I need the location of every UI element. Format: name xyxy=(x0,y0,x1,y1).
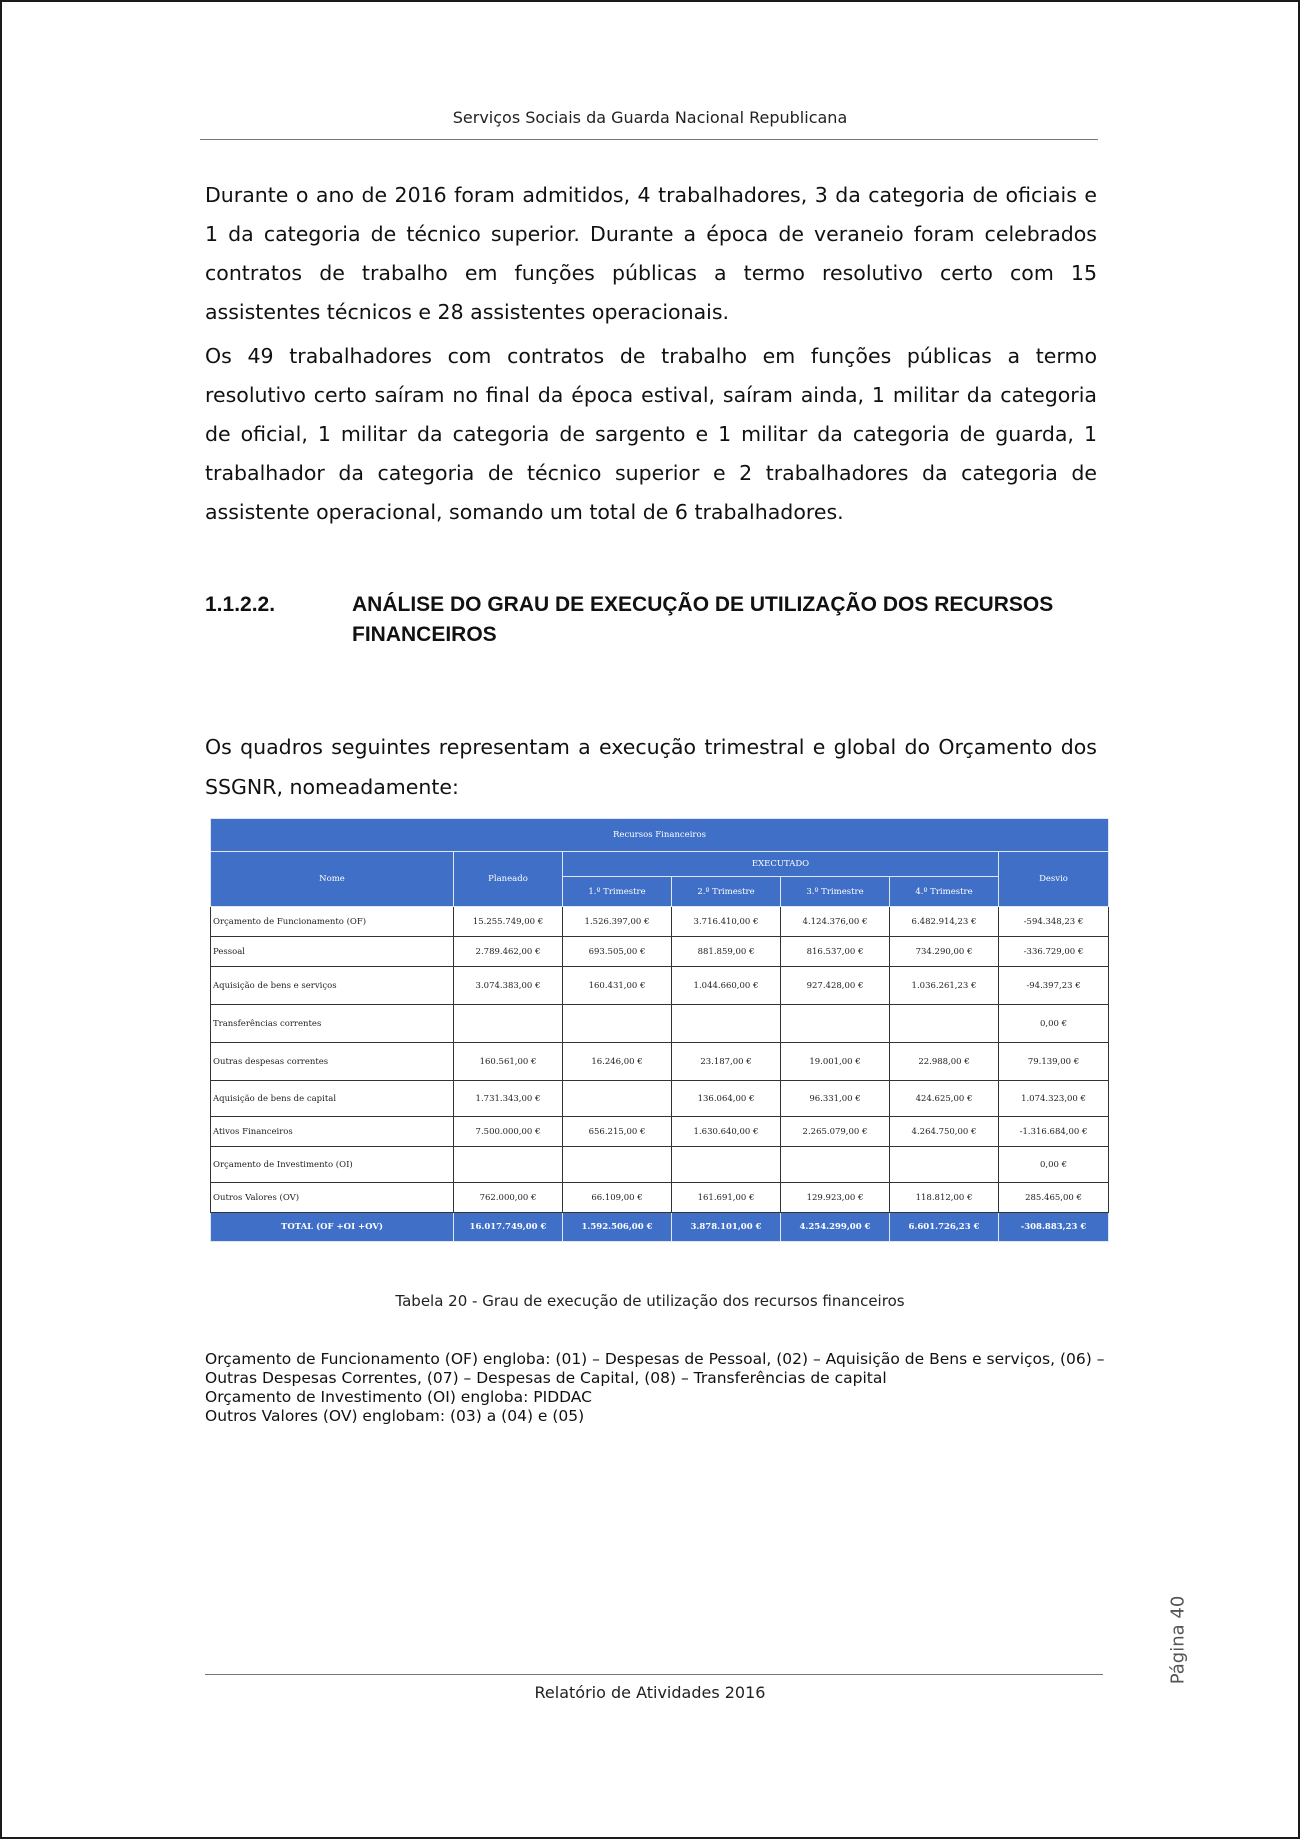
section-heading xyxy=(205,590,1085,650)
row-planeado: 3.074.383,00 € xyxy=(454,967,563,1005)
row-desvio: -1.316.684,00 € xyxy=(999,1117,1109,1147)
paragraph-departures: Os 49 trabalhadores com contratos de trabalho em funções públicas a termo resolutivo certo saíram no final da época estival, saíram ainda, 1 militar da categoria de oficial, 1 militar da categoria de sargento e 1 militar da categoria de guarda, 1 trabalhador da categoria de técnico superior e 2 trabalhadores da categoria de assistente operacional, somando um total de 6 trabalhadores. xyxy=(205,344,1097,524)
row-name: Outros Valores (OV) xyxy=(211,1183,454,1213)
total-planeado: 16.017.749,00 € xyxy=(454,1213,563,1242)
intro-paragraph: Os quadros seguintes representam a execução trimestral e global do Orçamento dos SSGNR, nomeadamente: xyxy=(205,735,1097,799)
note-line: Outras Despesas Correntes, (07) – Despesas de Capital, (08) – Transferências de capital xyxy=(205,1369,887,1387)
row-planeado: 160.561,00 € xyxy=(454,1043,563,1081)
row-t4 xyxy=(890,1147,999,1183)
row-t4: 1.036.261,23 € xyxy=(890,967,999,1005)
row-desvio: 0,00 € xyxy=(999,1147,1109,1183)
row-t1 xyxy=(563,1147,672,1183)
row-desvio: 1.074.323,00 € xyxy=(999,1081,1109,1117)
row-desvio: -94.397,23 € xyxy=(999,967,1109,1005)
header-executado: EXECUTADO xyxy=(563,852,999,877)
row-name: Transferências correntes xyxy=(211,1005,454,1043)
row-desvio: -336.729,00 € xyxy=(999,937,1109,967)
table-row xyxy=(211,907,1109,937)
table-title: Recursos Financeiros xyxy=(211,819,1109,852)
row-t1 xyxy=(563,1005,672,1043)
row-t2: 3.716.410,00 € xyxy=(672,907,781,937)
row-t2: 1.044.660,00 € xyxy=(672,967,781,1005)
page-number-label: Página 40 xyxy=(1167,1595,1189,1685)
row-name: Orçamento de Funcionamento (OF) xyxy=(211,907,454,937)
row-t3: 927.428,00 € xyxy=(781,967,890,1005)
row-t1: 656.215,00 € xyxy=(563,1117,672,1147)
financial-resources-table xyxy=(210,818,1109,1242)
row-t1 xyxy=(563,1081,672,1117)
row-t2: 136.064,00 € xyxy=(672,1081,781,1117)
row-name: Pessoal xyxy=(211,937,454,967)
row-planeado: 15.255.749,00 € xyxy=(454,907,563,937)
financial-table-container xyxy=(210,818,1108,1242)
header-nome: Nome xyxy=(211,852,454,907)
row-t2: 161.691,00 € xyxy=(672,1183,781,1213)
page-number-side xyxy=(1158,1580,1198,1700)
total-name: TOTAL (OF +OI +OV) xyxy=(211,1213,454,1242)
table-total-row xyxy=(211,1213,1109,1242)
header-desvio: Desvio xyxy=(999,852,1109,907)
row-name: Ativos Financeiros xyxy=(211,1117,454,1147)
row-t3: 816.537,00 € xyxy=(781,937,890,967)
row-t3: 2.265.079,00 € xyxy=(781,1117,890,1147)
row-t3 xyxy=(781,1005,890,1043)
table-row xyxy=(211,967,1109,1005)
row-t3: 19.001,00 € xyxy=(781,1043,890,1081)
row-t3: 4.124.376,00 € xyxy=(781,907,890,937)
row-desvio: -594.348,23 € xyxy=(999,907,1109,937)
row-name: Outras despesas correntes xyxy=(211,1043,454,1081)
row-t2: 881.859,00 € xyxy=(672,937,781,967)
total-t4: 6.601.726,23 € xyxy=(890,1213,999,1242)
row-desvio: 285.465,00 € xyxy=(999,1183,1109,1213)
header-t1: 1.º Trimestre xyxy=(563,877,672,907)
table-caption: Tabela 20 - Grau de execução de utilização dos recursos financeiros xyxy=(395,1292,905,1310)
table-row xyxy=(211,1147,1109,1183)
table-row xyxy=(211,1005,1109,1043)
table-row xyxy=(211,1183,1109,1213)
paragraph-admissions: Durante o ano de 2016 foram admitidos, 4 trabalhadores, 3 da categoria de oficiais e 1 da categoria de técnico superior. Durante a época de veraneio foram celebrados contratos de trabalho em funções públicas a termo resolutivo certo com 15 assistentes técnicos e 28 assistentes operacionais. xyxy=(205,183,1097,324)
total-desvio: -308.883,23 € xyxy=(999,1213,1109,1242)
row-planeado: 7.500.000,00 € xyxy=(454,1117,563,1147)
row-t1: 16.246,00 € xyxy=(563,1043,672,1081)
header-t4: 4.º Trimestre xyxy=(890,877,999,907)
row-t3 xyxy=(781,1147,890,1183)
section-title-line2: FINANCEIROS xyxy=(352,623,497,646)
page-header: Serviços Sociais da Guarda Nacional Republicana xyxy=(452,108,848,127)
row-t4: 424.625,00 € xyxy=(890,1081,999,1117)
header-t2: 2.º Trimestre xyxy=(672,877,781,907)
row-t4 xyxy=(890,1005,999,1043)
row-t4: 734.290,00 € xyxy=(890,937,999,967)
row-name: Orçamento de Investimento (OI) xyxy=(211,1147,454,1183)
table-notes xyxy=(205,1350,1105,1426)
section-title-line1: ANÁLISE DO GRAU DE EXECUÇÃO DE UTILIZAÇÃO DOS RECURSOS xyxy=(352,593,1054,616)
row-t1: 693.505,00 € xyxy=(563,937,672,967)
header-divider xyxy=(200,139,1098,140)
row-t2: 23.187,00 € xyxy=(672,1043,781,1081)
table-row xyxy=(211,1081,1109,1117)
note-line: Outros Valores (OV) englobam: (03) a (04) e (05) xyxy=(205,1407,585,1425)
row-t2 xyxy=(672,1005,781,1043)
row-t1: 1.526.397,00 € xyxy=(563,907,672,937)
row-t2 xyxy=(672,1147,781,1183)
row-desvio: 79.139,00 € xyxy=(999,1043,1109,1081)
page-footer: Relatório de Atividades 2016 xyxy=(534,1683,766,1702)
note-line: Orçamento de Funcionamento (OF) engloba: (01) – Despesas de Pessoal, (02) – Aquisição de Bens e serviços, (06) – xyxy=(205,1350,1105,1368)
total-t1: 1.592.506,00 € xyxy=(563,1213,672,1242)
section-number: 1.1.2.2. xyxy=(205,593,276,616)
header-t3: 3.º Trimestre xyxy=(781,877,890,907)
note-line: Orçamento de Investimento (OI) engloba: PIDDAC xyxy=(205,1388,592,1406)
header-planeado: Planeado xyxy=(454,852,563,907)
row-planeado xyxy=(454,1005,563,1043)
row-t4: 6.482.914,23 € xyxy=(890,907,999,937)
total-t2: 3.878.101,00 € xyxy=(672,1213,781,1242)
row-name: Aquisição de bens de capital xyxy=(211,1081,454,1117)
row-planeado: 2.789.462,00 € xyxy=(454,937,563,967)
total-t3: 4.254.299,00 € xyxy=(781,1213,890,1242)
row-t1: 160.431,00 € xyxy=(563,967,672,1005)
row-t1: 66.109,00 € xyxy=(563,1183,672,1213)
row-planeado: 762.000,00 € xyxy=(454,1183,563,1213)
row-planeado: 1.731.343,00 € xyxy=(454,1081,563,1117)
row-t4: 22.988,00 € xyxy=(890,1043,999,1081)
footer-divider xyxy=(205,1674,1103,1675)
row-planeado xyxy=(454,1147,563,1183)
row-t3: 129.923,00 € xyxy=(781,1183,890,1213)
row-desvio: 0,00 € xyxy=(999,1005,1109,1043)
row-t4: 118.812,00 € xyxy=(890,1183,999,1213)
row-t4: 4.264.750,00 € xyxy=(890,1117,999,1147)
row-t2: 1.630.640,00 € xyxy=(672,1117,781,1147)
table-row xyxy=(211,1043,1109,1081)
table-row xyxy=(211,1117,1109,1147)
row-t3: 96.331,00 € xyxy=(781,1081,890,1117)
table-row xyxy=(211,937,1109,967)
row-name: Aquisição de bens e serviços xyxy=(211,967,454,1005)
